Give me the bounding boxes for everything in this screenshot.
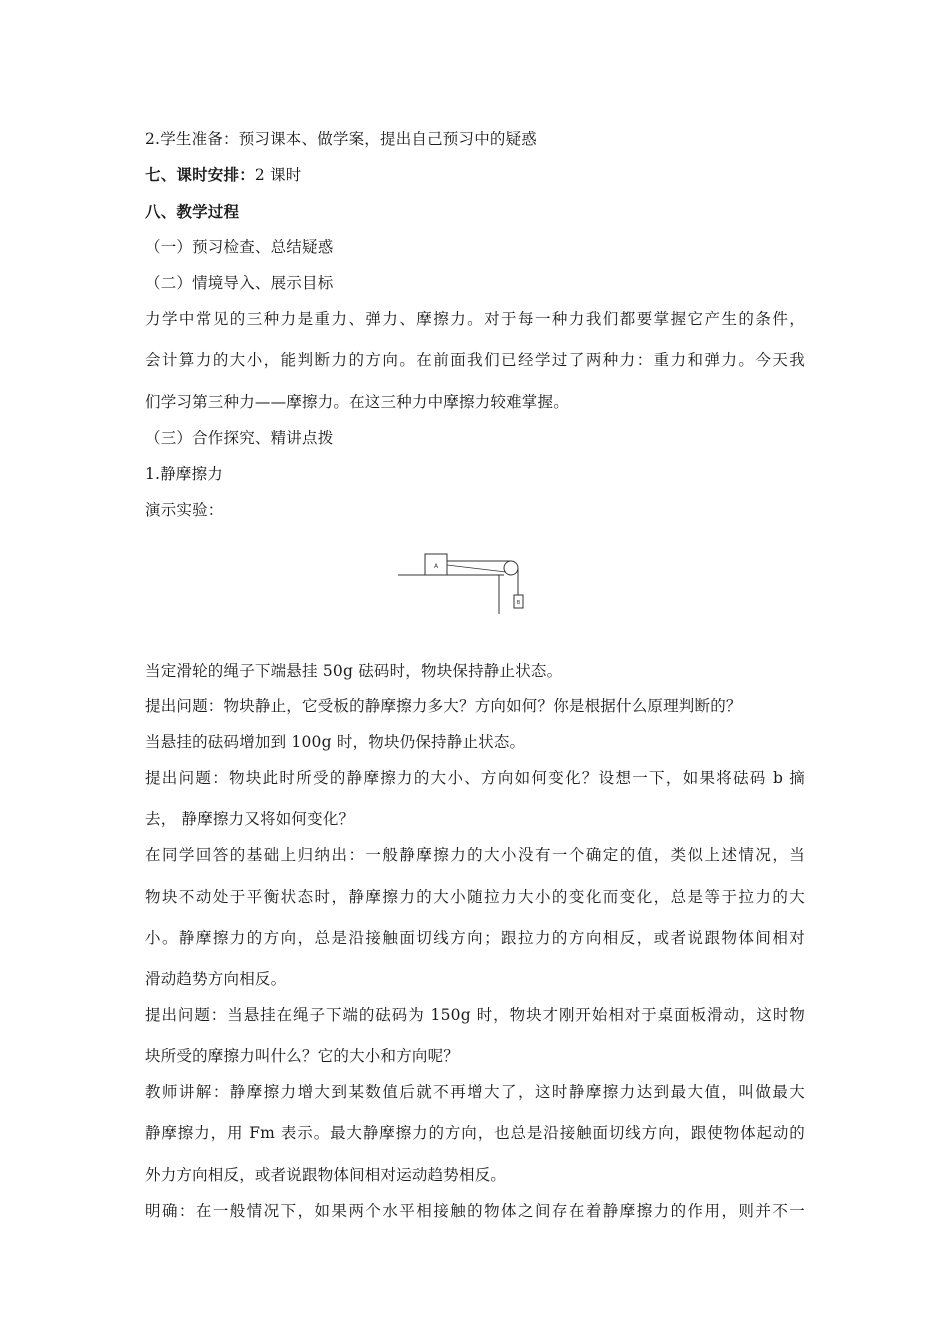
- pulley-experiment-diagram: [398, 548, 528, 618]
- section-heading: 七、课时安排：2 课时: [145, 166, 302, 184]
- text-line: 静摩擦力，用 Fm 表示。最大静摩擦力的方向，也总是沿接触面切线方向，跟使物体起动的: [145, 1124, 805, 1142]
- text-line: 演示实验：: [145, 501, 224, 519]
- text-line: 小。静摩擦力的方向，总是沿接触面切线方向；跟拉力的方向相反，或者说跟物体间相对: [145, 929, 805, 947]
- block-b-label: B: [516, 600, 521, 606]
- text-line: （一）预习检查、总结疑惑: [145, 238, 334, 256]
- text-line: 滑动趋势方向相反。: [145, 970, 287, 988]
- pulley: [504, 561, 518, 575]
- text-line: 明确：在一般情况下，如果两个水平相接触的物体之间存在着静摩擦力的作用，则并不一: [145, 1202, 805, 1220]
- text-line: 块所受的摩擦力叫什么？它的大小和方向呢？: [145, 1047, 460, 1065]
- text-line: 会计算力的大小，能判断力的方向。在前面我们已经学过了两种力：重力和弹力。今天我: [145, 351, 805, 369]
- text-line: （三）合作探究、精讲点拨: [145, 429, 334, 447]
- text-line: 提出问题：物块静止，它受板的静摩擦力多大？方向如何？你是根据什么原理判断的？: [145, 697, 742, 715]
- section-heading: 八、教学过程: [145, 203, 240, 221]
- text-line: 力学中常见的三种力是重力、弹力、摩擦力。对于每一种力我们都要掌握它产生的条件，: [145, 310, 805, 328]
- text-line: 1.静摩擦力: [145, 465, 223, 483]
- text-line: 在同学回答的基础上归纳出：一般静摩擦力的大小没有一个确定的值，类似上述情况，当: [145, 846, 805, 864]
- text-line: 去， 静摩擦力又将如何变化？: [145, 810, 355, 828]
- text-line: 2.学生准备：预习课本、做学案，提出自己预习中的疑惑: [145, 130, 537, 148]
- text-line: 教师讲解：静摩擦力增大到某数值后就不再增大了，这时静摩擦力达到最大值，叫做最大: [145, 1083, 805, 1101]
- text-line: 物块不动处于平衡状态时，静摩擦力的大小随拉力大小的变化而变化，总是等于拉力的大: [145, 888, 805, 906]
- text-line: 当定滑轮的绳子下端悬挂 50g 砝码时，物块保持静止状态。: [145, 662, 563, 680]
- text-line: 当悬挂的砝码增加到 100g 时，物块仍保持静止状态。: [145, 733, 526, 751]
- text-line: 外力方向相反，或者说跟物体间相对运动趋势相反。: [145, 1166, 507, 1184]
- block-a-label: A: [433, 563, 439, 570]
- text-line: 提出问题：当悬挂在绳子下端的砝码为 150g 时，物块才刚开始相对于桌面板滑动，这时物: [145, 1006, 805, 1024]
- text-line: 提出问题：物块此时所受的静摩擦力的大小、方向如何变化？设想一下，如果将砝码 b 摘: [145, 769, 805, 787]
- text-line: 们学习第三种力——摩擦力。在这三种力中摩擦力较难掌握。: [145, 393, 569, 411]
- rope: [447, 565, 506, 572]
- text-line: （二）情境导入、展示目标: [145, 274, 334, 292]
